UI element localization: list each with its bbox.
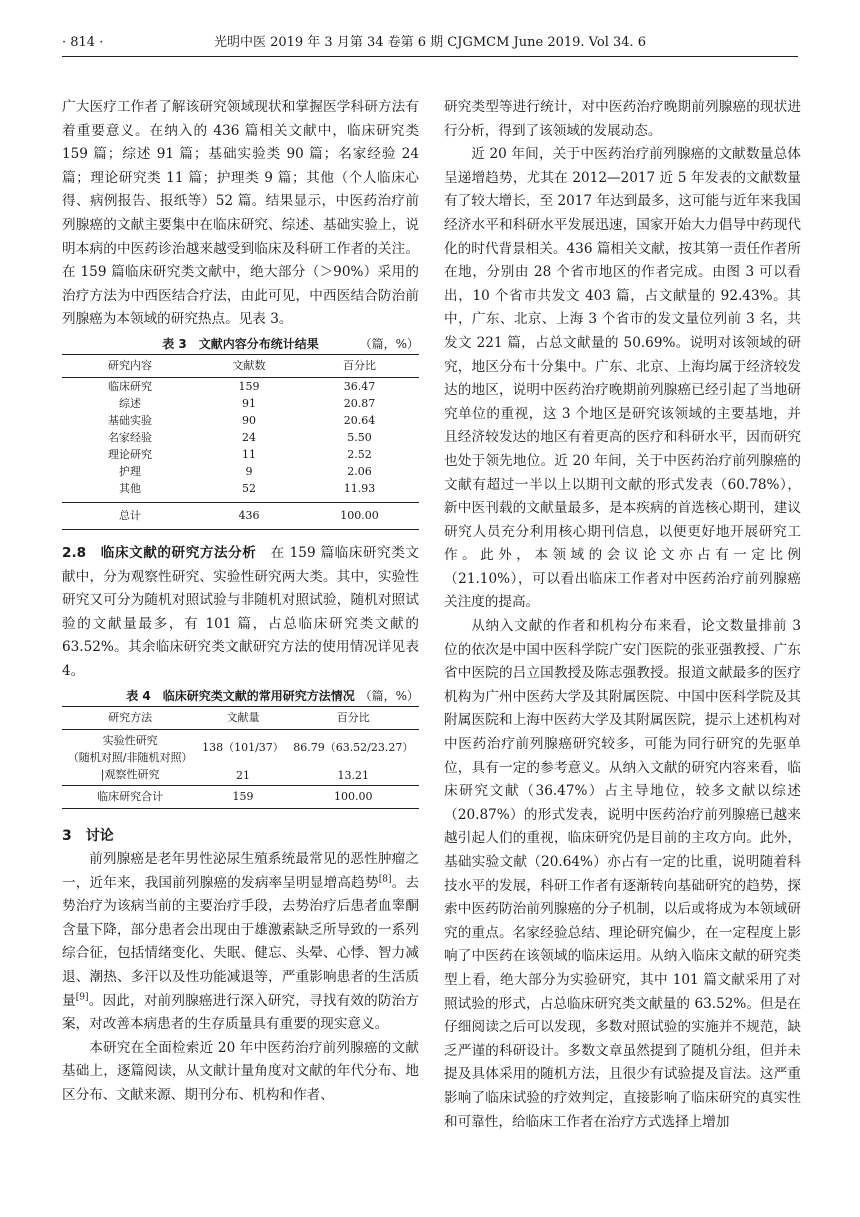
discussion-paragraph-4: 从纳入文献的作者和机构分布来看，论文数量排前 3 位的依次是中国中医科学院广安门医院的张亚强教授、广东省中医院的吕立国教授及陈志强教授。报道文献最多的医疗机构为广州中医药大学及其附属医院、中国中医科学院及其附属医院和上海中医药大学及其附属医院，提示上述机构对中医药治疗前列腺癌研究较多，可能为同行研究的先驱单位，具有一定的参考意义。从纳入文献的研究内容来看，临床研究文献（36.47%）占主导地位，较多文献以综述（20.87%）的形式发表，说明中医药治疗前列腺癌已越来越引起人们的重视，临床研究仍是目前的主攻方向。此外，基础实验文献（20.64%）亦占有一定的比重，说明随着科技水平的发展，科研工作者有逐渐转向基础研究的趋势，探索中医药防治前列腺癌的分子机制，以后或将成为本领域研究的重点。名家经验总结、理论研究偏少，在一定程度上影响了中医药在该领域的临床运用。从纳入临床文献的研究类型上看，绝大部分为实验研究，其中 101 篇文献采用了对照试验的形式，占总临床研究类文献量的 63.52%。但是在仔细阅读之后可以发现，多数对照试验的实施并不规范，缺乏严谨的科研设计。多数文章虽然提到了随机分组，但并未提及具体采用的随机方法，且很少有试验提及盲法。这严重影响了临床试验的疗效判定，直接影响了临床研究的真实性和可靠性，给临床工作者在治疗方式选择上增加 — [444, 618, 801, 1130]
table3 — [62, 354, 419, 530]
table3-total-row — [62, 502, 419, 529]
table-cell: 基础实验 — [108, 413, 152, 427]
table4-unit: （篇，%） — [359, 688, 419, 703]
table4-title: 表 4 临床研究类文献的常用研究方法情况 — [126, 688, 355, 703]
table-row — [62, 395, 419, 412]
discussion-paragraph-1 — [62, 848, 419, 1037]
table-row — [62, 412, 419, 429]
table-cell: 护理 — [119, 464, 141, 478]
table-cell: 436 — [198, 502, 300, 529]
text-run: 。去势治疗为该病当前的主要治疗手段，去势治疗后患者血睾酮含量下降，部分患者会出现由于雄激素缺乏所导致的一系列综合征，包括情绪变化、失眠、健忘、头晕、心悸、智力减退、潮热、多汗以及性功能减退等，严重影响患者的生活质量 — [62, 874, 420, 1009]
right-column — [444, 96, 801, 1134]
table-row — [62, 429, 419, 446]
table-cell: 5.50 — [347, 430, 372, 444]
table3-title: 表 3 文献内容分布统计结果 — [162, 336, 319, 351]
table-cell: 100.00 — [288, 785, 419, 808]
table-cell: 名家经验 — [108, 430, 152, 444]
table-cell: 总计 — [62, 502, 198, 529]
table-cell: 2.06 — [347, 464, 372, 478]
table-row — [62, 446, 419, 463]
row-label: 实验性研究 — [102, 733, 158, 747]
table-cell: 临床研究合计 — [62, 785, 198, 808]
table3-col-count: 文献数 — [198, 354, 300, 377]
table-cell: 9 — [245, 464, 253, 478]
table-cell: 临床研究 — [108, 379, 152, 393]
table-cell — [62, 729, 198, 766]
table3-caption — [62, 334, 419, 354]
table-cell: 100.00 — [300, 502, 419, 529]
page-number: · 814 · — [62, 35, 104, 50]
running-header — [62, 30, 798, 57]
citation-9: [9] — [75, 992, 89, 1003]
table-row — [62, 377, 419, 395]
table4-col-method: 研究方法 — [62, 706, 198, 729]
left-column — [62, 96, 419, 1108]
table-cell: |观察性研究 — [100, 767, 160, 781]
table-cell: 52 — [242, 481, 256, 495]
table4-header-row — [62, 706, 419, 729]
table-row — [62, 463, 419, 480]
table-row — [62, 766, 419, 786]
table-cell: 86.79（63.52/23.27） — [293, 741, 414, 754]
citation-8: [8] — [378, 874, 392, 885]
table3-unit: （篇，%） — [359, 336, 419, 351]
table3-col-content: 研究内容 — [62, 354, 198, 377]
table4-total-row — [62, 785, 419, 808]
table-cell: 138（101/37） — [202, 741, 284, 754]
table4-col-percent: 百分比 — [288, 706, 419, 729]
table-cell: 综述 — [119, 396, 141, 410]
text-run: 。因此，对前列腺癌进行深入研究，寻找有效的防治方案，对改善本病患者的生存质量具有重要的现实意义。 — [62, 992, 420, 1033]
section-3-heading: 3 讨论 — [62, 827, 114, 844]
table-cell: 13.21 — [337, 768, 370, 782]
table-cell: 91 — [242, 396, 256, 410]
table-cell: 24 — [242, 430, 256, 444]
discussion-paragraph-3: 近 20 年间，关于中医药治疗前列腺癌的文献数量总体呈递增趋势，尤其在 2012—2017 近 5 年发表的文献数量有了较大增长，至 2017 年达到最多，这可能与近年来我国经济水平和科研水平发展迅速，国家开始大力倡导中药现代化的时代背景相关。436 篇相关文献，按其第一责任作者所在地，分别由 28 个省市地区的作者完成。由图 3 可以看出，10 个省市共发文 403 篇，占文献量的 92.43%。其中，广东、北京、上海 3 个省市的发文量位列前 3 名，共发文 221 篇，占总文献量的 50.69%。说明对该领域的研究，地区分布十分集中。广东、北京、上海均属于经济较发达的地区，说明中医药治疗晚期前列腺癌已经引起了当地研究单位的重视，这 3 个地区是研究该领域的主要基地，并且经济较发达的地区有着更高的医疗和科研水平，因而研究也处于领先地位。近 20 年间，关于中医药治疗前列腺癌的文献有超过一半以上以期刊文献的形式发表（60.78%），新中医刊载的文献量最多，是本疾病的首选核心期刊，建议研究人员充分利用核心期刊信息，以便更好地开展研究工作。此外，本领域的会议论文亦占有一定比例（21.10%），可以看出临床工作者对中医药治疗前列腺癌关注度的提高。 — [444, 146, 801, 611]
table-cell: 159 — [198, 785, 287, 808]
table4-caption — [62, 686, 419, 706]
table-row — [62, 729, 419, 766]
intro-paragraph: 广大医疗工作者了解该研究领域现状和掌握医学科研方法有着重要意义。在纳入的 436 篇相关文献中，临床研究类 159 篇；综述 91 篇；基础实验类 90 篇；名家经验 24 篇；理论研究类 11 篇；护理类 9 篇；其他（个人临床心得、病例报告、报纸等）52 篇。结果显示，中医药治疗前列腺癌的文献主要集中在临床研究、综述、基础实验上，说明本病的中医药诊治越来越受到临床及科研工作者的关注。在 159 篇临床研究类文献中，绝大部分（＞90%）采用的治疗方法为中西医结合疗法，由此可见，中西医结合防治前列腺癌为本领域的研究热点。见表 3。 — [62, 99, 419, 328]
table-cell: 90 — [242, 413, 256, 427]
discussion-paragraph-2: 本研究在全面检索近 20 年中医药治疗前列腺癌的文献基础上，逐篇阅读，从文献计量角度对文献的年代分布、地区分布、文献来源、期刊分布、机构和作者、 — [62, 1039, 419, 1104]
table3-col-percent: 百分比 — [300, 354, 419, 377]
section-2-8-heading: 2.8 临床文献的研究方法分析 — [62, 544, 257, 561]
row-sublabel: （随机对照/非随机对照） — [67, 750, 193, 764]
journal-info: 光明中医 2019 年 3 月第 34 卷第 6 期 CJGMCM June 2019. Vol 34. 6 — [213, 35, 647, 50]
table-cell: 2.52 — [347, 447, 372, 461]
table-cell: 理论研究 — [108, 447, 152, 461]
table-cell: 21 — [235, 768, 250, 782]
table3-header-row — [62, 354, 419, 377]
discussion-paragraph-2-continued: 研究类型等进行统计，对中医药治疗晚期前列腺癌的现状进行分析，得到了该领域的发展动态。 — [444, 99, 801, 139]
table-cell: 20.64 — [343, 413, 376, 427]
table-cell: 36.47 — [343, 379, 376, 393]
table-cell: 11 — [242, 447, 256, 461]
section-2-8-paragraph — [62, 542, 419, 684]
section-2-8-text: 在 159 篇临床研究类文献中，分为观察性研究、实验性研究两大类。其中，实验性研究又可分为随机对照试验与非随机对照试验，随机对照试验的文献量最多，有 101 篇，占总临床研究类文献的 63.52%。其余临床研究类文献研究方法的使用情况详见表 4。 — [62, 544, 419, 679]
table-cell: 其他 — [119, 481, 141, 495]
table-row — [62, 480, 419, 503]
text-run: 前列腺癌是老年男性泌尿生殖系统最常见的恶性肿瘤之一，近年来，我国前列腺癌的发病率呈明显增高趋势 — [62, 851, 419, 891]
table-cell: 20.87 — [343, 396, 376, 410]
table4 — [62, 706, 419, 809]
table-cell: 11.93 — [343, 481, 376, 495]
table4-col-count: 文献量 — [198, 706, 287, 729]
table-cell: 159 — [238, 379, 260, 393]
